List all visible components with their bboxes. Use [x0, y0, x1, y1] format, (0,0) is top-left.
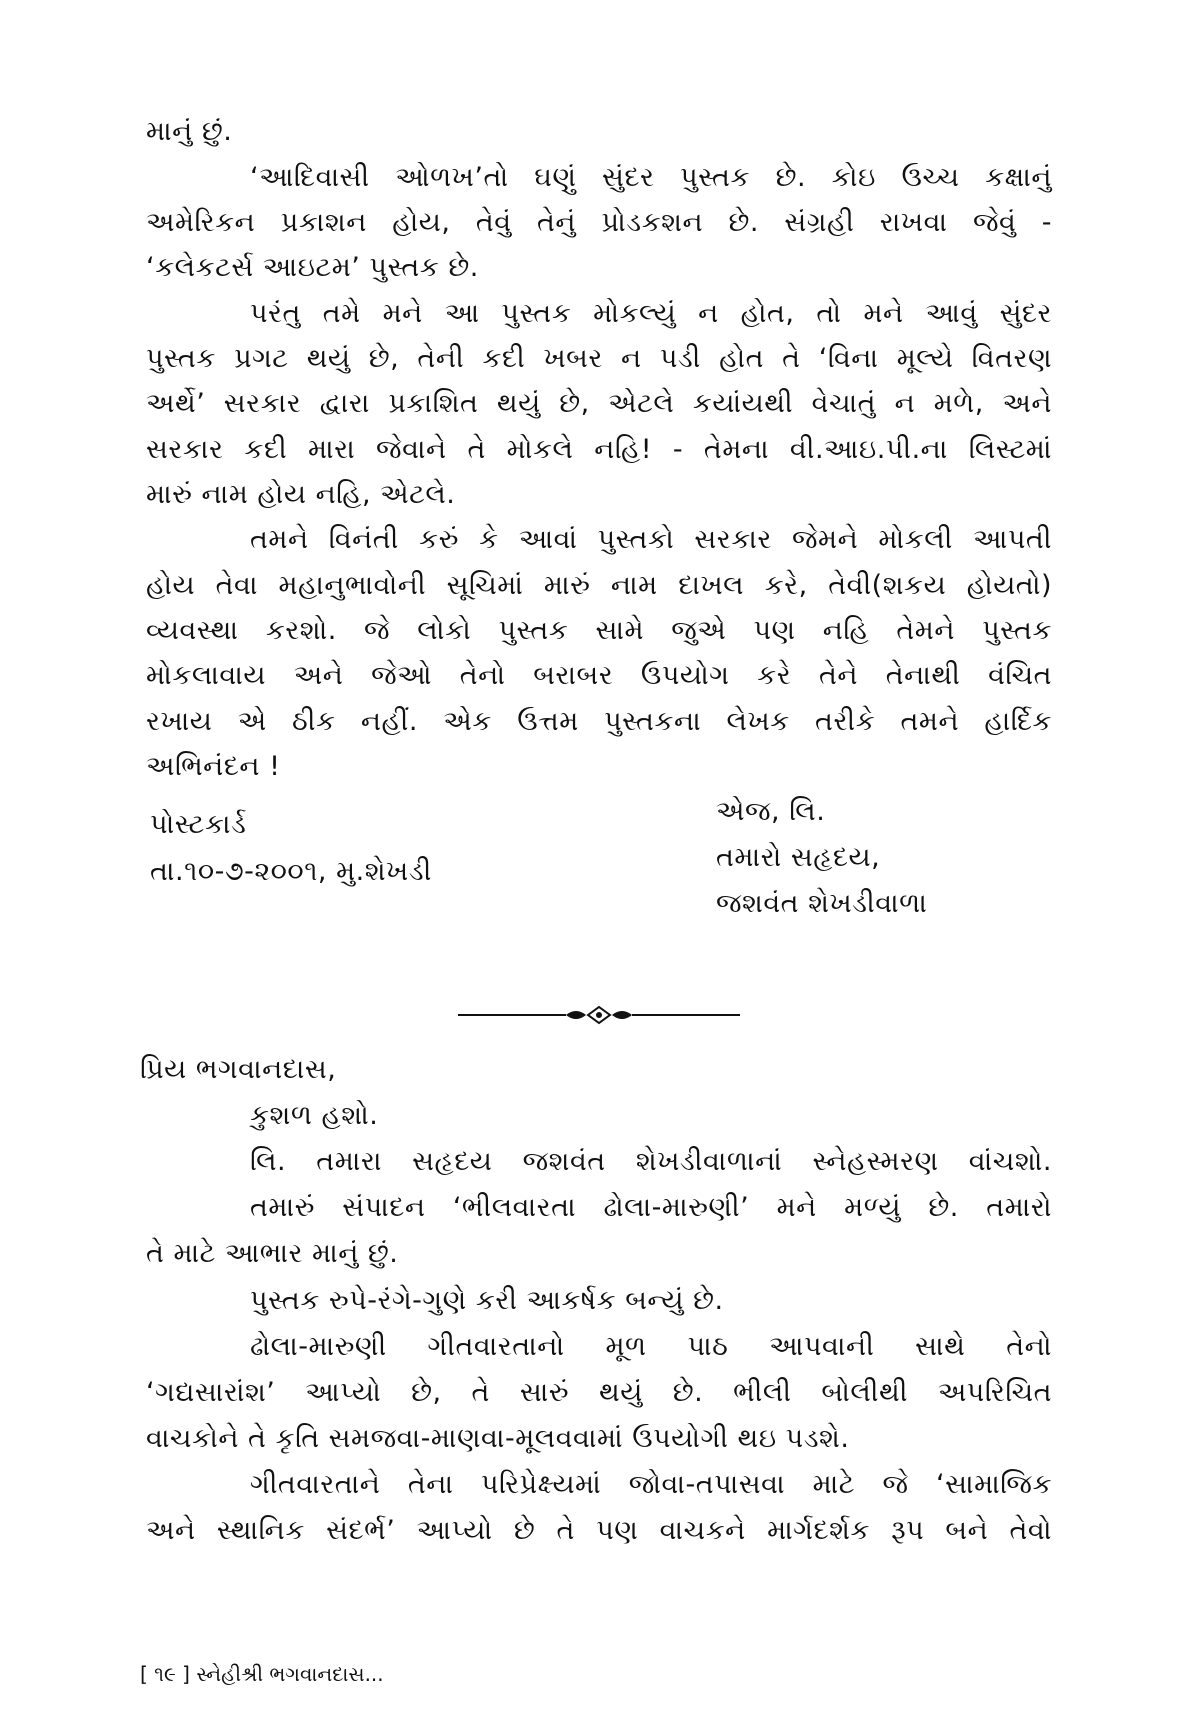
text-line: તમને વિનંતી કરું કે આવાં પુસ્તકો સરકાર જેમને મોકલી આપતી	[250, 524, 1052, 555]
text-line: મારું નામ હોય નહિ, એટલે.	[146, 479, 456, 510]
regards: તમારો સહૃદય,	[716, 842, 881, 873]
text-line: ગીતવારતાને તેના પરિપ્રેક્ષ્યમાં જોવા-તપાસવા માટે જે ‘સામાજિક	[250, 1469, 1052, 1500]
text-line: ‘કલેકટર્સ આઇટમ’ પુસ્તક છે.	[146, 252, 479, 283]
text-line: અભિનંદન !	[146, 751, 281, 782]
text-line: વ્યવસ્થા કરશો. જે લોકો પુસ્તક સામે જુએ પણ નહિ તેમને પુસ્તક	[146, 615, 1052, 646]
ornament-divider-icon	[458, 1005, 740, 1025]
text-line: કુશળ હશો.	[250, 1100, 379, 1131]
text-line: ‘આદિવાસી ઓળખ’તો ઘણું સુંદર પુસ્તક છે. કોઇ ઉચ્ચ કક્ષાનું	[250, 162, 1052, 193]
text-line: રખાય એ ઠીક નહીં. એક ઉત્તમ પુસ્તકના લેખક તરીકે તમને હાર્દિક	[146, 706, 1052, 737]
text-line: પરંતુ તમે મને આ પુસ્તક મોકલ્યું ન હોત, તો મને આવું સુંદર	[250, 298, 1052, 329]
text-line: લિ. તમારા સહૃદય જશવંત શેખડીવાળાનાં સ્નેહસ્મરણ વાંચશો.	[250, 1146, 1052, 1177]
text-line: તમારું સંપાદન ‘ભીલવારતા ઢોલા-મારુણી’ મને મળ્યું છે. તમારો	[250, 1192, 1052, 1223]
signature: જશવંત શેખડીવાળા	[716, 888, 928, 919]
text-line: વાચકોને તે કૃતિ સમજવા-માણવા-મૂલવવામાં ઉપયોગી થઇ પડશે.	[146, 1423, 850, 1454]
text-line: મોકલાવાય અને જેઓ તેનો બરાબર ઉપયોગ કરે તેને તેનાથી વંચિત	[146, 660, 1052, 691]
text-line: માનું છું.	[146, 116, 233, 147]
closing: એજ, લિ.	[716, 796, 826, 827]
text-line: અને સ્થાનિક સંદર્ભ’ આપ્યો છે તે પણ વાચકને માર્ગદર્શક રૂપ બને તેવો	[146, 1515, 1052, 1546]
text-line: હોય તેવા મહાનુભાવોની સૂચિમાં મારું નામ દાખલ કરે, તેવી(શકય હોયતો)	[146, 570, 1052, 601]
text-line: તે માટે આભાર માનું છું.	[146, 1238, 399, 1269]
text-line: ઢોલા-મારુણી ગીતવારતાનો મૂળ પાઠ આપવાની સાથે તેનો	[250, 1331, 1052, 1362]
text-line: પુસ્તક પ્રગટ થયું છે, તેની કદી ખબર ન પડી હોત તે ‘વિના મૂલ્યે વિતરણ	[146, 343, 1052, 374]
postcard-label: પોસ્ટકાર્ડ	[150, 809, 247, 840]
salutation: પ્રિય ભગવાનદાસ,	[140, 1054, 337, 1085]
text-line: પુસ્તક રુપે-રંગે-ગુણે કરી આકર્ષક બન્યું છે.	[250, 1285, 724, 1316]
text-line: અમેરિકન પ્રકાશન હોય, તેવું તેનું પ્રોડકશન છે. સંગ્રહી રાખવા જેવું -	[146, 207, 1052, 238]
date-place: તા.૧૦-૭-૨૦૦૧, મુ.શેખડી	[150, 856, 432, 887]
page-footer: [ ૧૯ ] સ્નેહીશ્રી ભગવાનદાસ...	[140, 1662, 384, 1686]
text-line: ‘ગદ્યસારાંશ’ આપ્યો છે, તે સારું થયું છે. ભીલી બોલીથી અપરિચિત	[146, 1377, 1052, 1408]
text-line: અર્થે’ સરકાર દ્વારા પ્રકાશિત થયું છે, એટલે કયાંયથી વેચાતું ન મળે, અને	[146, 388, 1052, 419]
text-line: સરકાર કદી મારા જેવાને તે મોકલે નહિ! - તેમના વી.આઇ.પી.ના લિસ્ટમાં	[146, 434, 1052, 465]
